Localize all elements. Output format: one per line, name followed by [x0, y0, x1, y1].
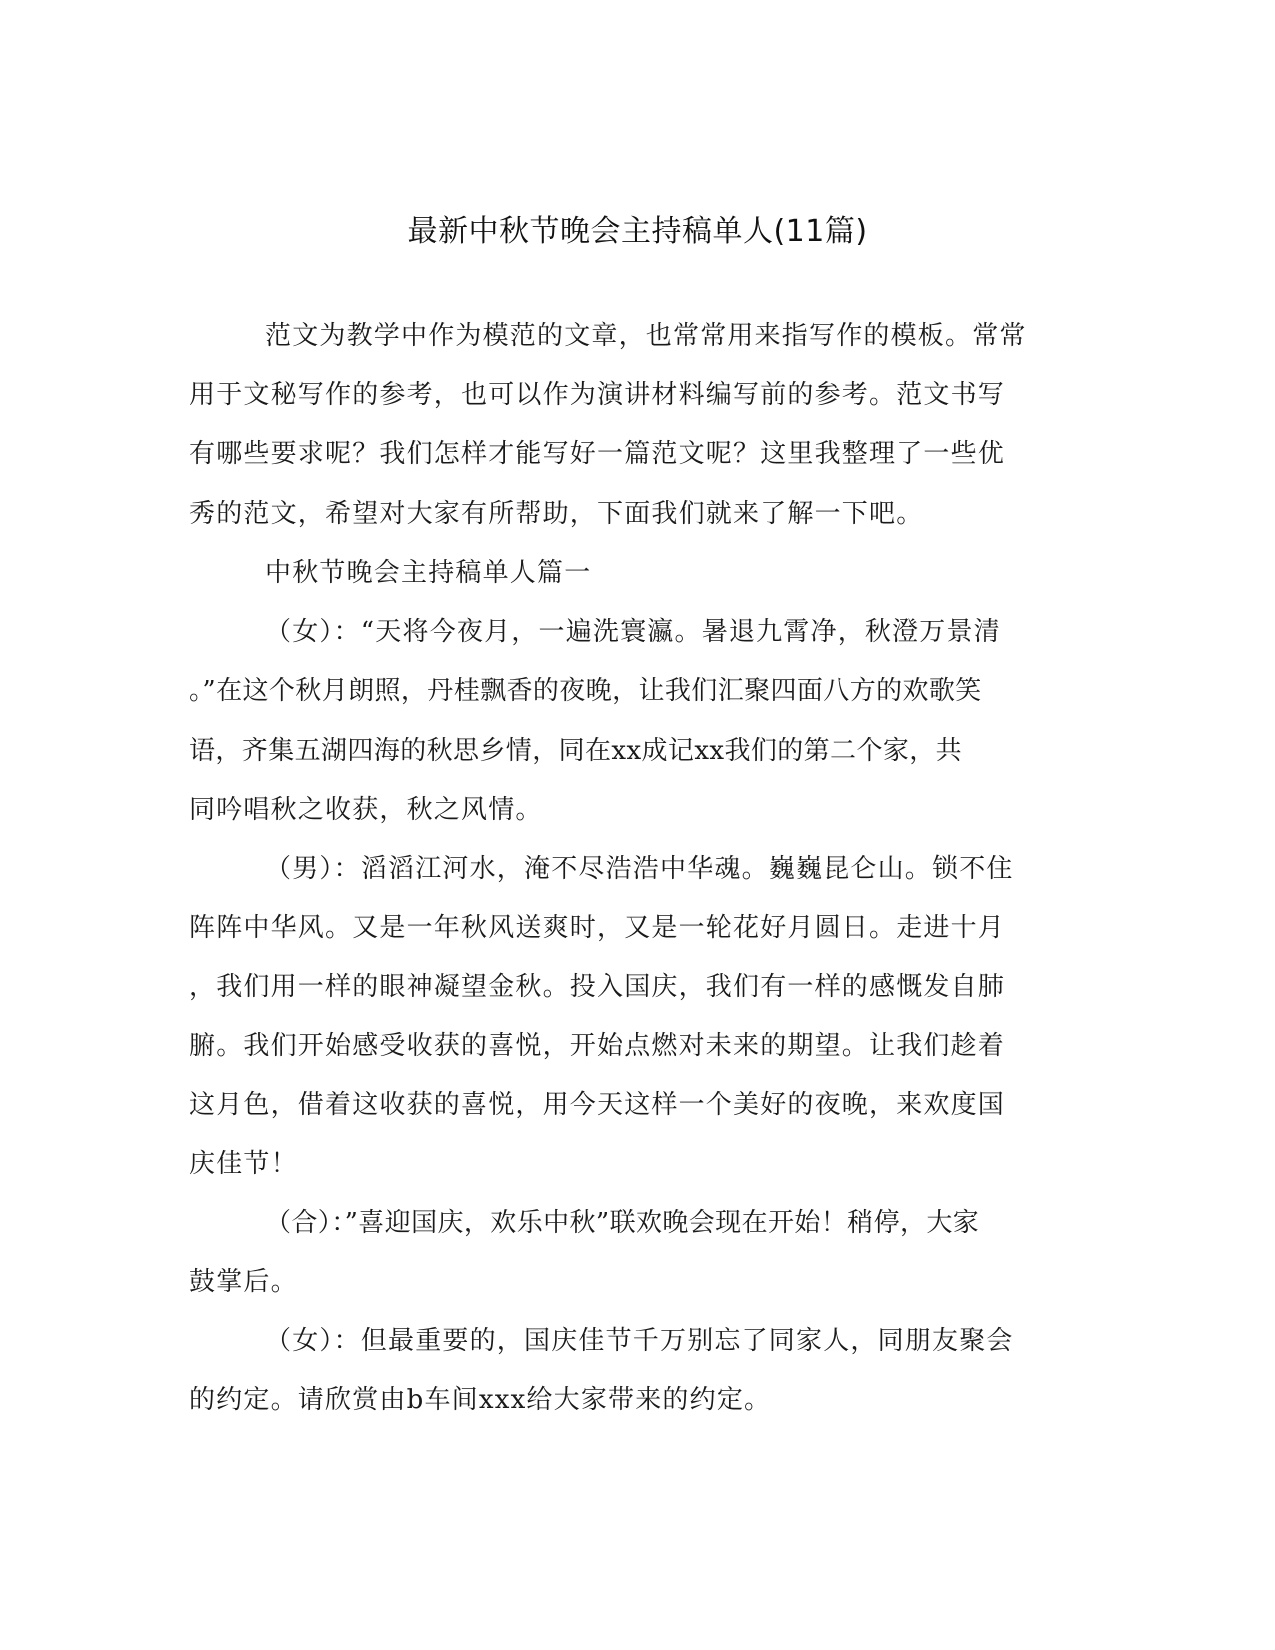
paragraph-line: 庆佳节！ — [189, 1149, 298, 1179]
paragraph-line: 的约定。请欣赏由b车间xxx给大家带来的约定。 — [189, 1385, 772, 1415]
paragraph-line: 腑。我们开始感受收获的喜悦，开始点燃对未来的期望。让我们趁着 — [189, 1031, 1006, 1061]
paragraph-line: 这月色，借着这收获的喜悦，用今天这样一个美好的夜晚，来欢度国 — [189, 1090, 1006, 1120]
paragraph-line: 阵阵中华风。又是一年秋风送爽时，又是一轮花好月圆日。走进十月 — [189, 913, 1006, 943]
paragraph-line: 秀的范文，希望对大家有所帮助，下面我们就来了解一下吧。 — [189, 499, 924, 529]
paragraph-line: 有哪些要求呢？我们怎样才能写好一篇范文呢？这里我整理了一些优 — [189, 439, 1006, 469]
paragraph-line: 同吟唱秋之收获，秋之风情。 — [189, 795, 543, 825]
paragraph-line: （女）：但最重要的，国庆佳节千万别忘了同家人，同朋友聚会 — [265, 1326, 1014, 1356]
document-title: 最新中秋节晚会主持稿单人(11篇) — [407, 214, 868, 249]
paragraph-line: 范文为教学中作为模范的文章，也常常用来指写作的模板。常常 — [265, 321, 1027, 351]
paragraph-line: （女）：“天将今夜月，一遍洗寰瀛。暑退九霄净，秋澄万景清 — [265, 617, 1001, 647]
paragraph-line: ，我们用一样的眼神凝望金秋。投入国庆，我们有一样的感慨发自肺 — [189, 972, 1006, 1002]
paragraph-line: （男）：滔滔江河水，淹不尽浩浩中华魂。巍巍昆仑山。锁不住 — [265, 854, 1014, 884]
paragraph-line: 。”在这个秋月朗照，丹桂飘香的夜晚，让我们汇聚四面八方的欢歌笑 — [189, 676, 982, 706]
paragraph-line: 用于文秘写作的参考，也可以作为演讲材料编写前的参考。范文书写 — [189, 380, 1006, 410]
paragraph-line: （合）：”喜迎国庆，欢乐中秋”联欢晚会现在开始！稍停，大家 — [265, 1208, 980, 1238]
section-heading: 中秋节晚会主持稿单人篇一 — [265, 558, 592, 588]
paragraph-line: 鼓掌后。 — [189, 1267, 298, 1297]
paragraph-line: 语，齐集五湖四海的秋思乡情，同在xx成记xx我们的第二个家，共 — [189, 736, 963, 766]
